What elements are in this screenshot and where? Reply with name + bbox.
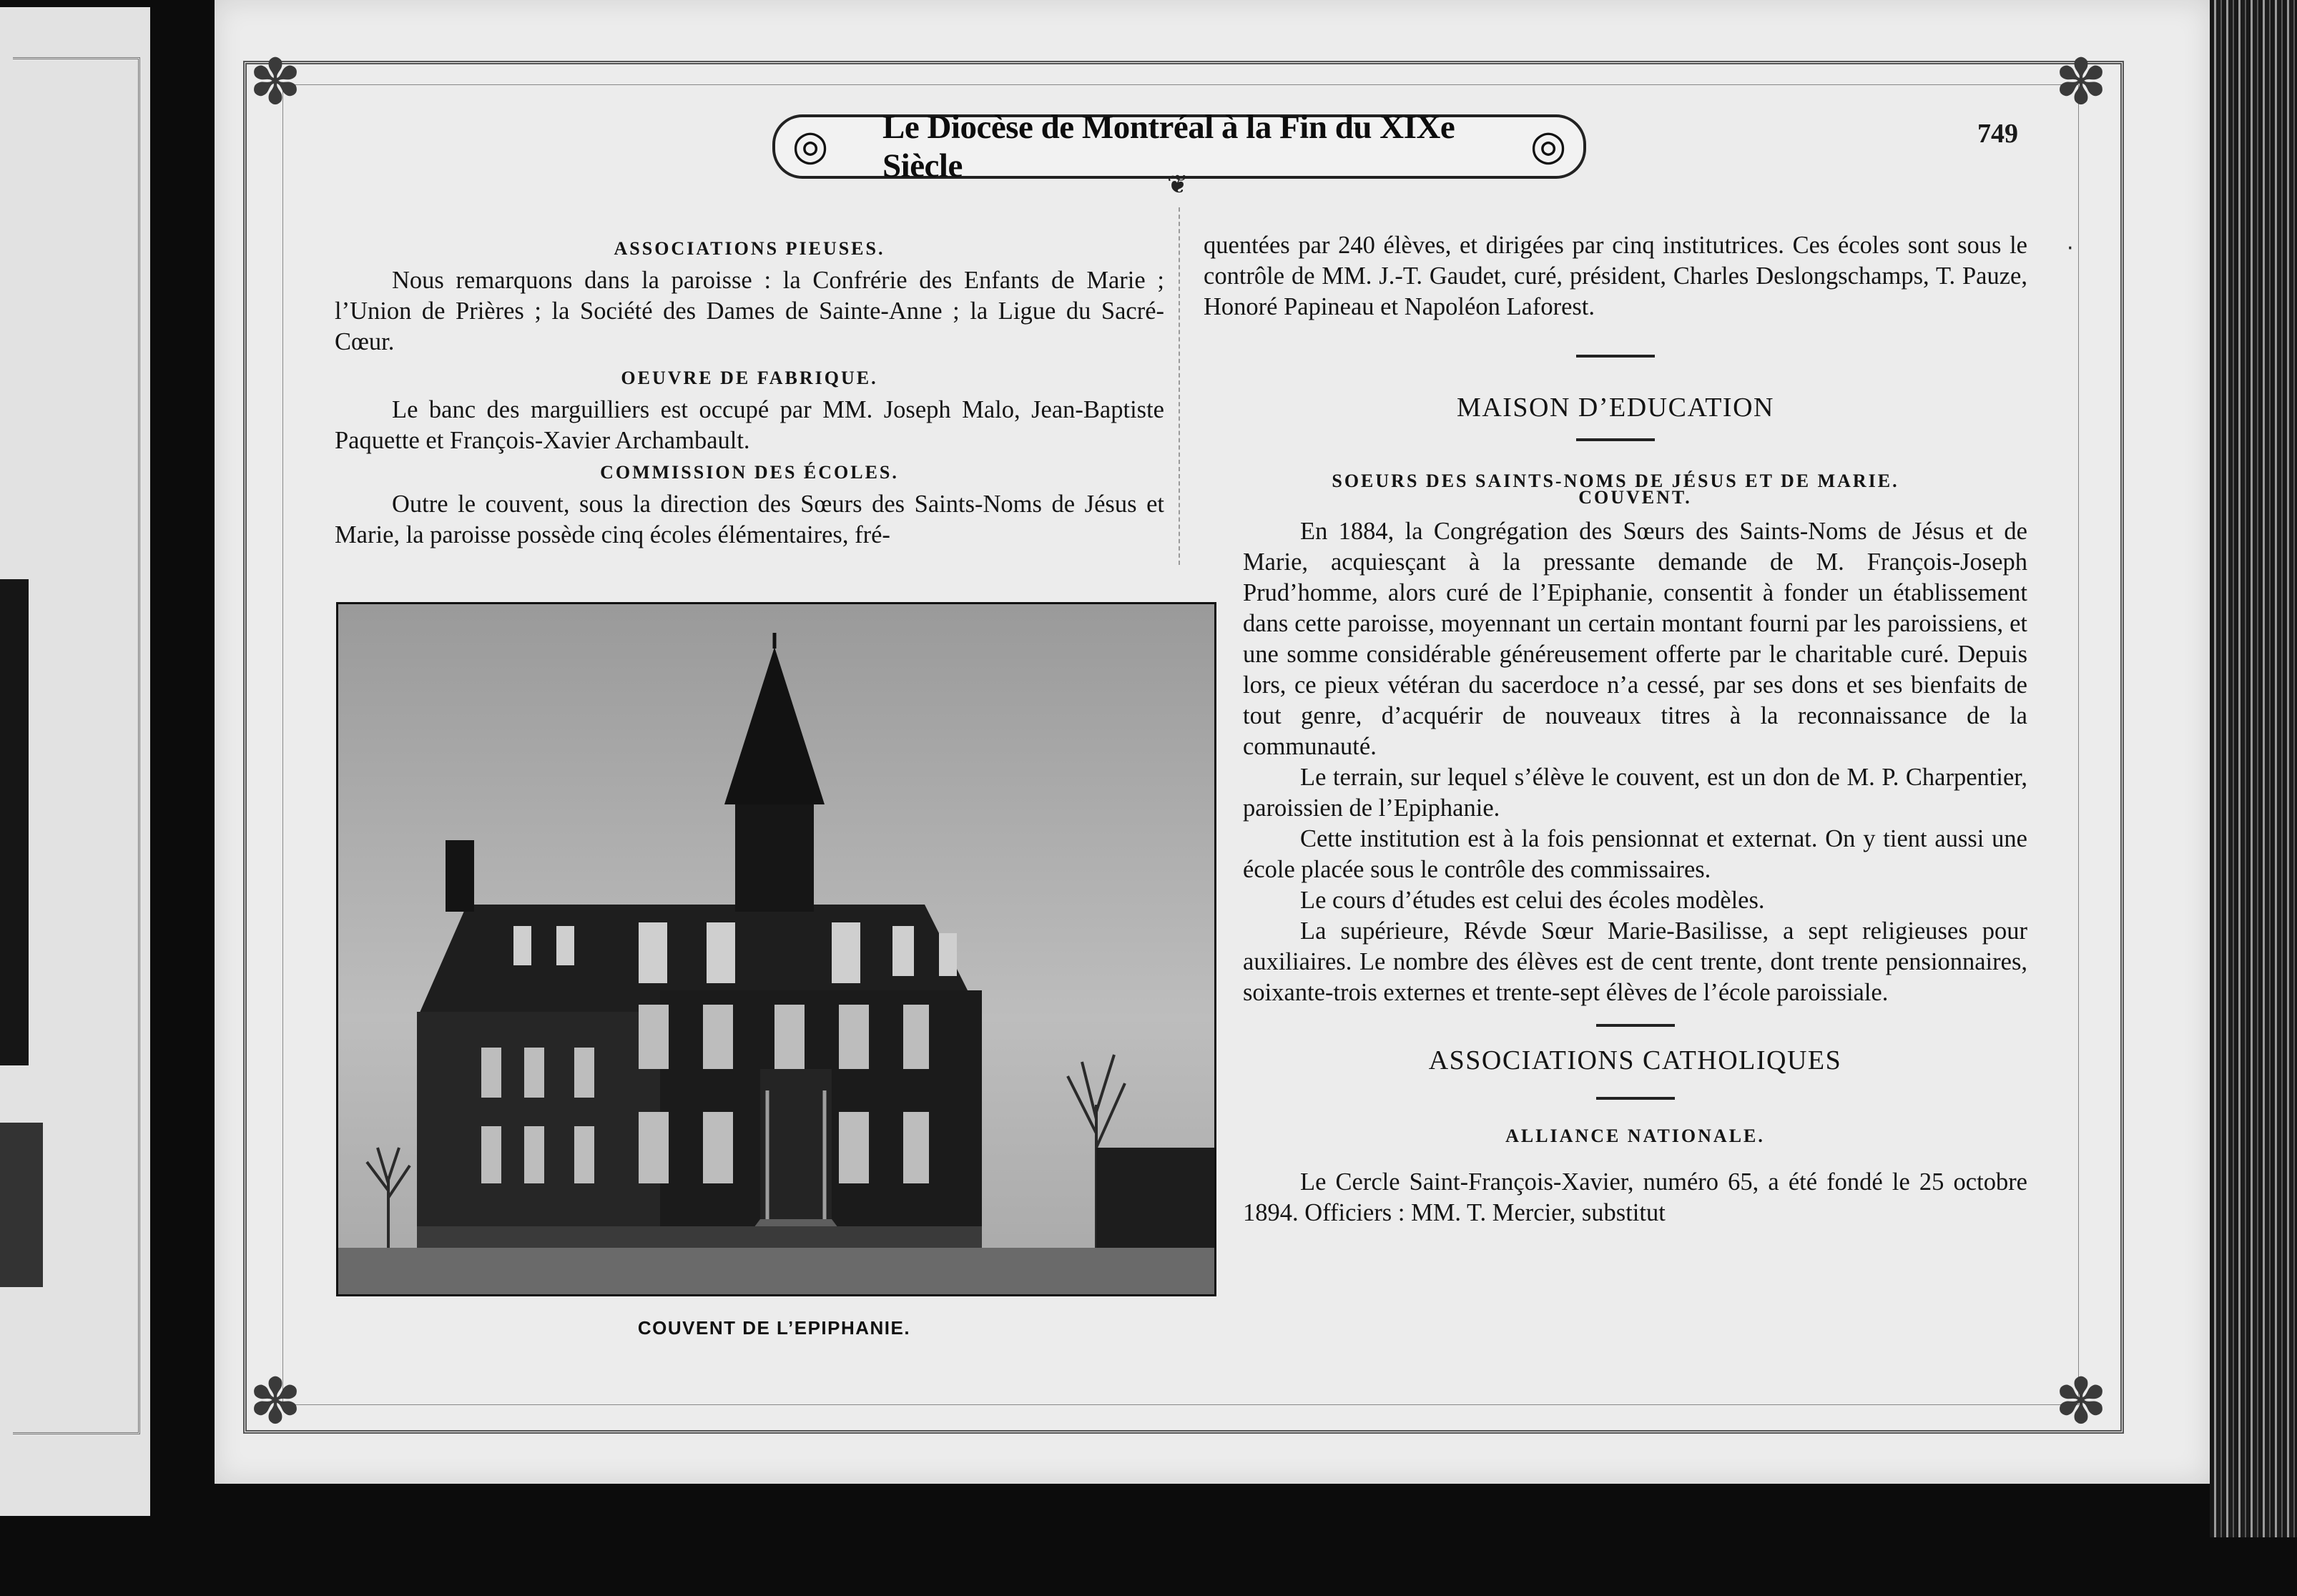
previous-page-photo-bottom — [0, 1123, 43, 1287]
couvent-paragraph-3: Cette institution est à la fois pensionnat et externat. On y tient aussi une école placée sous le contrôle des commissaires. — [1243, 825, 2027, 883]
right-column-body — [1243, 479, 2027, 1228]
neighbouring-building — [1096, 1148, 1214, 1248]
continuation-text: quentées par 240 élèves, et dirigées par cinq institutrices. Ces écoles sont sous le contrôle de MM. J.-T. Gaudet, curé, président, Charles Deslongschamps, T. Pauze, Honoré Papineau et Napoléon Laforest. — [1204, 232, 2027, 320]
couvent-paragraph-4: Le cours d’études est celui des écoles modèles. — [1300, 887, 1765, 914]
section-rule — [1576, 438, 1655, 441]
running-title: Le Diocèse de Montréal à la Fin du XIXe Siècle — [882, 109, 1455, 184]
book-page-edges — [2210, 0, 2297, 1537]
section-title-associations-pieuses: ASSOCIATIONS PIEUSES. — [614, 238, 885, 259]
fleuron-icon: ❦ — [1166, 170, 1189, 200]
column-divider — [1179, 207, 1180, 565]
page-number: 749 — [1977, 119, 2018, 149]
spiral-ornament-icon: ◎ — [1530, 121, 1567, 169]
photo-caption: COUVENT DE L’EPIPHANIE. — [637, 1317, 911, 1339]
running-header — [772, 109, 1586, 184]
corner-ornament-icon: ✽ — [249, 1364, 302, 1438]
section-title-soeurs: SOEURS DES SAINTS-NOMS DE JÉSUS ET DE MARIE. — [1332, 471, 1899, 491]
cercle-text: Le Cercle Saint-François-Xavier, numéro 65, a été fondé le 25 octobre 1894. Officiers : MM. T. Mercier, substitut — [1243, 1168, 2027, 1226]
left-column — [335, 232, 1164, 551]
couvent-paragraph-2: Le terrain, sur lequel s’élève le couvent, est un don de M. P. Charpentier, paroissien de l’Epiphanie. — [1243, 764, 2027, 822]
right-column-top — [1204, 230, 2027, 500]
corner-ornament-icon: ✽ — [249, 45, 302, 119]
couvent-paragraph-5: La supérieure, Révde Sœur Marie-Basilisse, a sept religieuses pour auxiliaires. Le nombre des élèves est de cent trente, dont trente pensionnaires, soixante-trois externes et trente-sept élèves de l’école paroissiale. — [1243, 917, 2027, 1006]
section-rule — [1596, 1024, 1675, 1027]
convent-photograph-drawing — [338, 604, 1214, 1294]
section-title-oeuvre-de-fabrique: OEUVRE DE FABRIQUE. — [621, 368, 878, 388]
ground — [338, 1248, 1214, 1294]
previous-page-edge — [0, 7, 150, 1516]
couvent-paragraph-1: En 1884, la Congrégation des Sœurs des Saints-Noms de Jésus et de Marie, acquiesçant à la pressante demande de M. François-Joseph Prud’homme, alors curé de l’Epiphanie, consentit à fonder un établissement dans cette paroisse, moyennant un certain montant fourni par les paroissiens, et une somme considérable généreusement offerte par le charitable curé. Depuis lors, ce pieux vétéran du sacerdoce n’a cessé, par ses dons et ses bienfaits de tout genre, d’acquérir de nouveaux titres à la reconnaissance de la communauté. — [1243, 518, 2027, 760]
section-rule — [1576, 355, 1655, 358]
heading-associations-catholiques: ASSOCIATIONS CATHOLIQUES — [1428, 1045, 1842, 1075]
spiral-ornament-icon: ◎ — [792, 121, 829, 169]
section-title-couvent: COUVENT. — [1578, 487, 1692, 508]
commission-des-ecoles-text: Outre le couvent, sous la direction des Sœurs des Saints-Noms de Jésus et Marie, la paroisse possède cinq écoles élémentaires, fré- — [335, 491, 1164, 548]
print-speck: · — [2067, 236, 2074, 261]
corner-ornament-icon: ✽ — [2055, 45, 2107, 119]
previous-page-photo — [0, 579, 29, 1065]
heading-maison-d-education: MAISON D’EDUCATION — [1457, 393, 1774, 423]
oeuvre-de-fabrique-text: Le banc des marguilliers est occupé par MM. Joseph Malo, Jean-Baptiste Paquette et François-Xavier Archambault. — [335, 396, 1164, 454]
convent-photograph — [336, 602, 1216, 1296]
section-title-commission-des-ecoles: COMMISSION DES ÉCOLES. — [600, 462, 899, 483]
section-title-alliance-nationale: ALLIANCE NATIONALE. — [1505, 1125, 1765, 1146]
associations-pieuses-text: Nous remarquons dans la paroisse : la Confrérie des Enfants de Marie ; l’Union de Prières ; la Société des Dames de Sainte-Anne ; la Ligue du Sacré-Cœur. — [335, 267, 1164, 355]
section-rule — [1596, 1097, 1675, 1100]
corner-ornament-icon: ✽ — [2055, 1364, 2107, 1438]
